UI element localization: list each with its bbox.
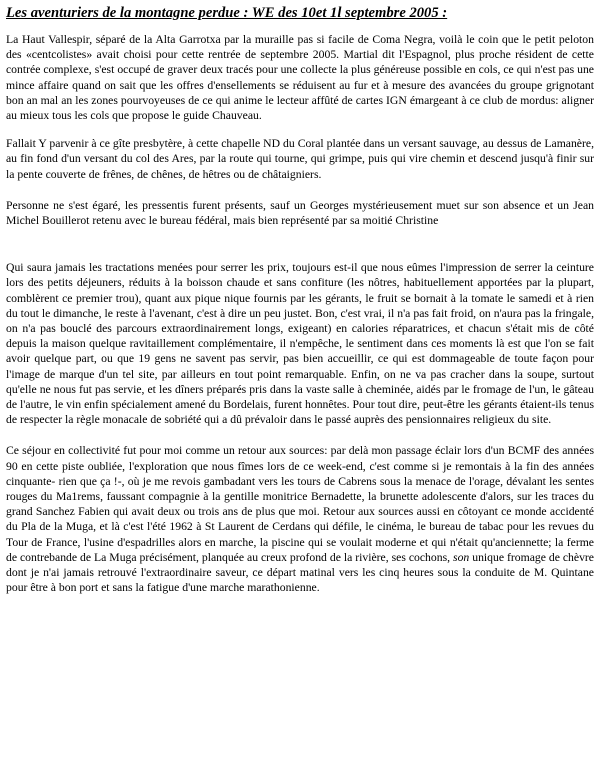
paragraph-memories-emphasis: son (453, 550, 470, 564)
spacer (6, 182, 594, 198)
paragraph-intro: La Haut Vallespir, séparé de la Alta Garrotxa par la muraille pas si facile de Coma Negra, voilà le coin que le petit peloton des «centcolistes» avait choisi pour cette rentrée de septembre 2005. Martial dit l'Espagnol, plus proche résident de cette contrée complexe, s'est occupé de graver deux tracés pour une collecte la plus généreuse possible en cols, ce qui n'est pas une mince affaire quand on sait que les offres d'ensellements se réduisent au fur et à mesure des avancées du groupe grignotant bon an mal an les zones pourvoyeuses de ce qui anime le lecteur affûté de cartes IGN émargeant à ce club de mordus: aligner au mieux tous les cols que propose le guide Chauveau. (6, 33, 594, 123)
paragraph-memories-text: Ce séjour en collectivité fut pour moi comme un retour aux sources: par delà mon passage éclair lors d'un BCMF des années 90 en cette piste oubliée, l'exploration que nous fîmes lors de ce week-end, c'est comme si je remontais à la fin des années cinquante- rien que ça !-, où je me revois gambadant vers les tours de Cabrens sous la menace de l'orage, dévalant les sentes rouges du Ma1rems, faussant compagnie à la gentille monitrice Bernadette, la brunette adolescente d'alors, sur les traces du grand Sanchez Fabien qui avait deux ou trois ans de plus que moi. Retour aux sources aussi en côtoyant ce monde accidenté du Pla de la Muga, et là c'est l'été 1962 à St Laurent de Cerdans qui défile, le cinéma, le bureau de tabac pour les revues du Tour de France, l'usine d'espadrilles alors en marche, la piscine qui se voulait moderne et qui n'était qu'anciennette; la ferme de contrebande de La Muga précisément, planquée au creux profond de la rivière, ses cochons, (6, 444, 594, 564)
spacer (6, 427, 594, 443)
paragraph-gite: Fallait Y parvenir à ce gîte presbytère, à cette chapelle ND du Coral plantée dans un versant sauvage, au dessus de Lamanère, au fin fond d'un versant du col des Ares, par la route qui tourne, qui grimpe, puis qui vire chemin et descend jusqu'à finir sur la pente couverte de frênes, de chênes, de hêtres ou de châtaigniers. (6, 137, 594, 181)
document-title: Les aventuriers de la montagne perdue : WE des 10et 1l septembre 2005 : (6, 5, 448, 21)
paragraph-participants: Personne ne s'est égaré, les pressentis furent présents, sauf un Georges mystérieusement muet sur son absence et un Jean Michel Bouillerot retenu avec le bureau fédéral, mais bien représenté par sa moitié Christine (6, 198, 594, 228)
paragraph-memories (6, 443, 594, 595)
paragraph-meals: Qui saura jamais les tractations menées pour serrer les prix, toujours est-il que nous eûmes l'impression de serrer la ceinture lors des petits déjeuners, réduits à la boisson chaude et sans confiture (les nôtres, habituellement apportées par la plupart, comblèrent ce premier trou), quant aux pique nique fournis par les gérants, le fruit se bornait à la tomate le samedi et à rien du tout le dimanche, le reste à l'avenant, c'est à dire un peu justet. Bon, c'est vrai, il n'a pas fait froid, on n'aura pas la fringale, on n'a pas bouclé des parcours extraordinairement longs, exigeant) en calories réparatrices, et chacun s'était mis de côté depuis la maison quelque ravitaillement complémentaire, il n'empêche, le sentiment dans ces moments là est que l'on se fait avoir quelque part, ou que 19 gens ne savent pas servir, pas bien accueillir, ce qui est dommageable de toute façon pour l'image de marque d'un tel site, par ailleurs en tout point remarquable. Enfin, on ne va pas cracher dans la soupe, surtout qu'elle ne nous fut pas servie, et les dîners préparés pris dans la vaste salle à cheminée, aidés par le fromage de l'un, le gâteau de l'autre, le vin enfin spécialement amené du Bordelais, furent honnêtes. Pour tout dire, peut-être les gérants étaient-ils tenus de respecter la règle monacale de sobriété qui a dû prévaloir dans le passé auprès des pensionnaires religieux du site. (6, 261, 594, 427)
paragraph-memories-text-end: unique fromage de chèvre dont je n'ai jamais retrouvé l'extraordinaire saveur, ce départ matinal vers les cinq heures sous la conduite de M. Quintane pour être à bon port et sans la fatigue d'une marche marathonienne. (6, 550, 594, 595)
document-page (6, 4, 594, 596)
spacer (6, 123, 594, 136)
spacer (6, 228, 594, 260)
